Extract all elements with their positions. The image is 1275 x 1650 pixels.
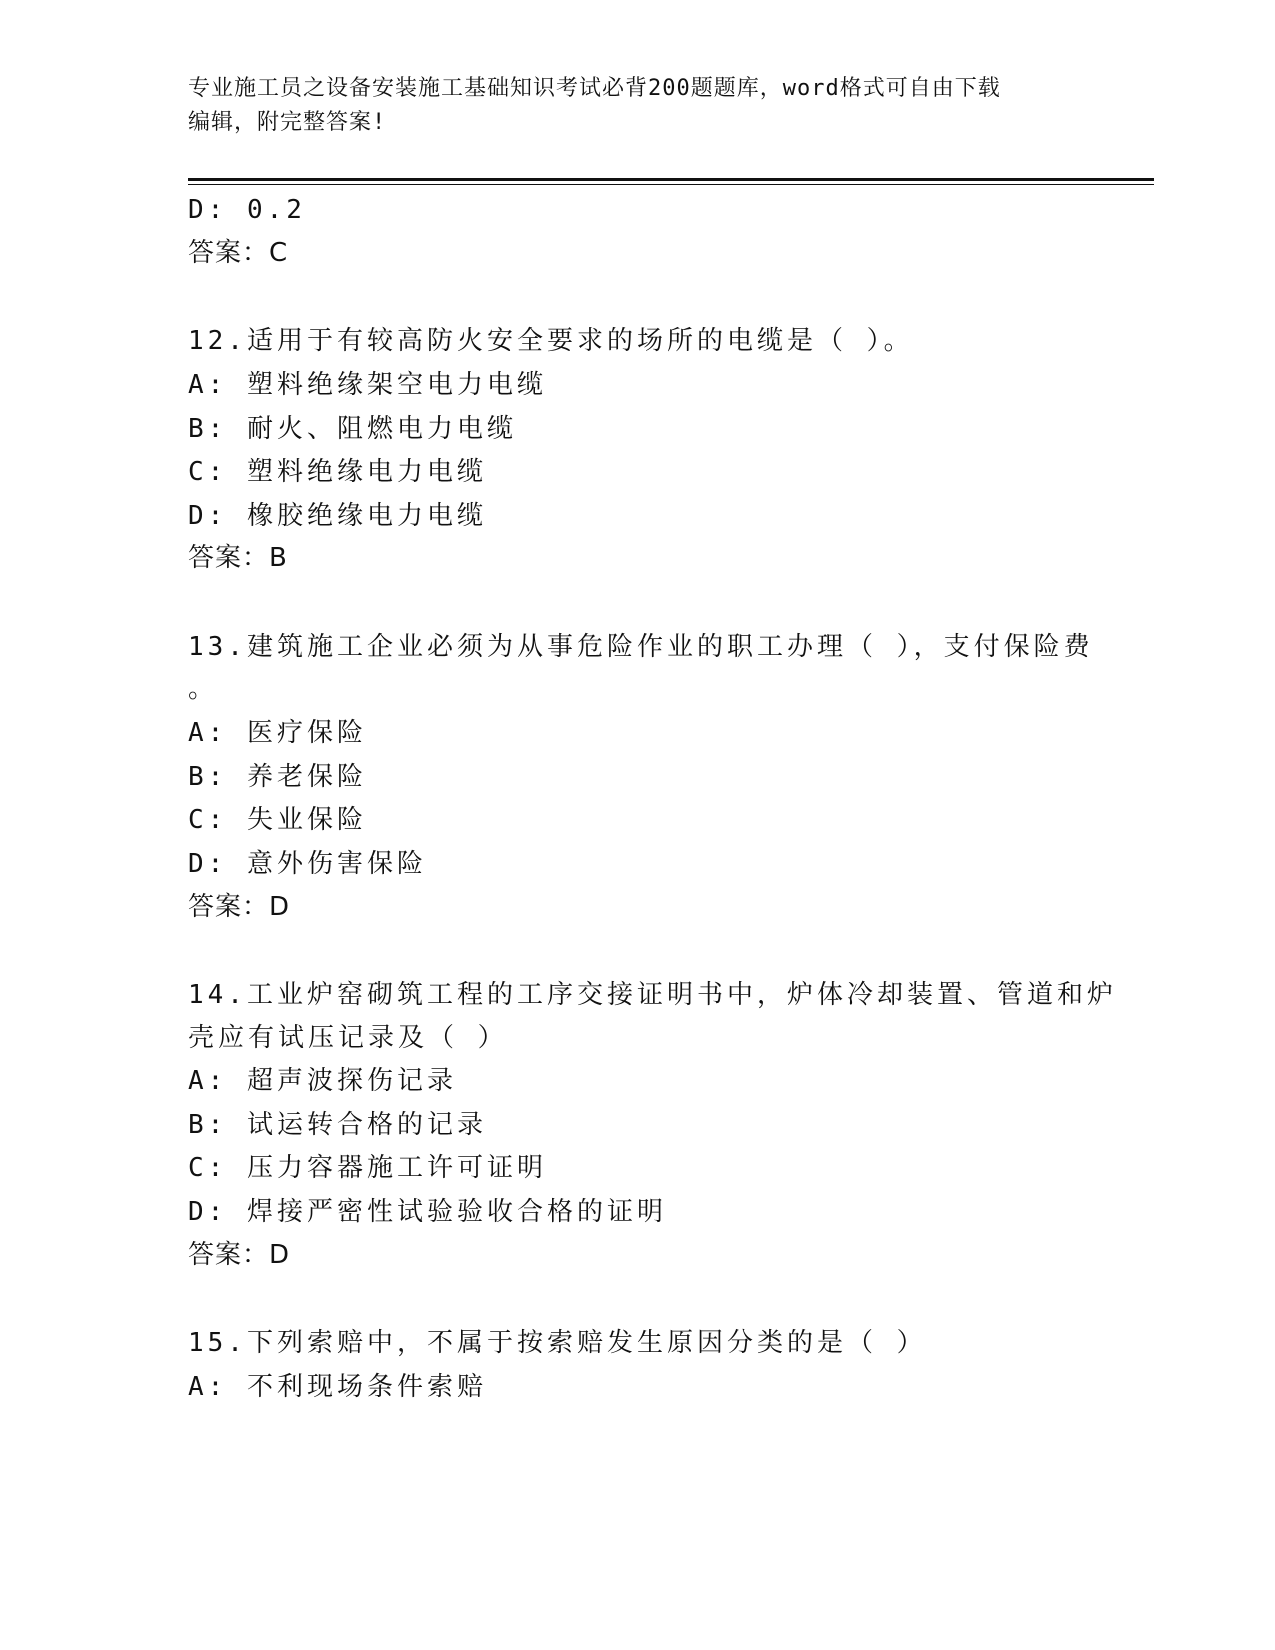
header-divider-thick [188, 178, 1154, 181]
header-divider-thin [188, 184, 1154, 185]
prev-answer: 答案：C [188, 238, 289, 268]
q13-option-a: A: 医疗保险 [188, 718, 367, 748]
q13-stem-cont: 。 [188, 674, 219, 704]
q13-stem: 13.建筑施工企业必须为从事危险作业的职工办理（ ），支付保险费 [188, 632, 1094, 662]
q13-option-b: B: 养老保险 [188, 762, 367, 792]
document-header [188, 72, 1088, 140]
prev-option-d: D: 0.2 [188, 195, 306, 225]
q14-answer: 答案：D [188, 1240, 291, 1270]
q14-option-a: A: 超声波探伤记录 [188, 1066, 457, 1096]
q12-stem: 12.适用于有较高防火安全要求的场所的电缆是（ ）。 [188, 326, 914, 356]
q13-option-c: C: 失业保险 [188, 805, 367, 835]
q15-stem: 15.下列索赔中，不属于按索赔发生原因分类的是（ ） [188, 1328, 927, 1358]
q12-answer: 答案：B [188, 543, 288, 573]
q15-option-a: A: 不利现场条件索赔 [188, 1372, 487, 1402]
q13-option-d: D: 意外伤害保险 [188, 849, 427, 879]
q13-answer: 答案：D [188, 892, 291, 922]
q14-option-c: C: 压力容器施工许可证明 [188, 1153, 547, 1183]
q14-option-d: D: 焊接严密性试验验收合格的证明 [188, 1197, 667, 1227]
header-line-1: 专业施工员之设备安装施工基础知识考试必背200题题库，word格式可自由下载 [188, 76, 1001, 101]
q14-option-b: B: 试运转合格的记录 [188, 1110, 487, 1140]
q14-stem-cont: 壳应有试压记录及（ ） [188, 1023, 508, 1053]
q12-option-b: B: 耐火、阻燃电力电缆 [188, 414, 517, 444]
q12-option-c: C: 塑料绝缘电力电缆 [188, 457, 487, 487]
q14-stem: 14.工业炉窑砌筑工程的工序交接证明书中，炉体冷却装置、管道和炉 [188, 980, 1117, 1010]
q12-option-a: A: 塑料绝缘架空电力电缆 [188, 370, 547, 400]
header-line-2: 编辑，附完整答案! [188, 110, 387, 135]
q12-option-d: D: 橡胶绝缘电力电缆 [188, 501, 487, 531]
